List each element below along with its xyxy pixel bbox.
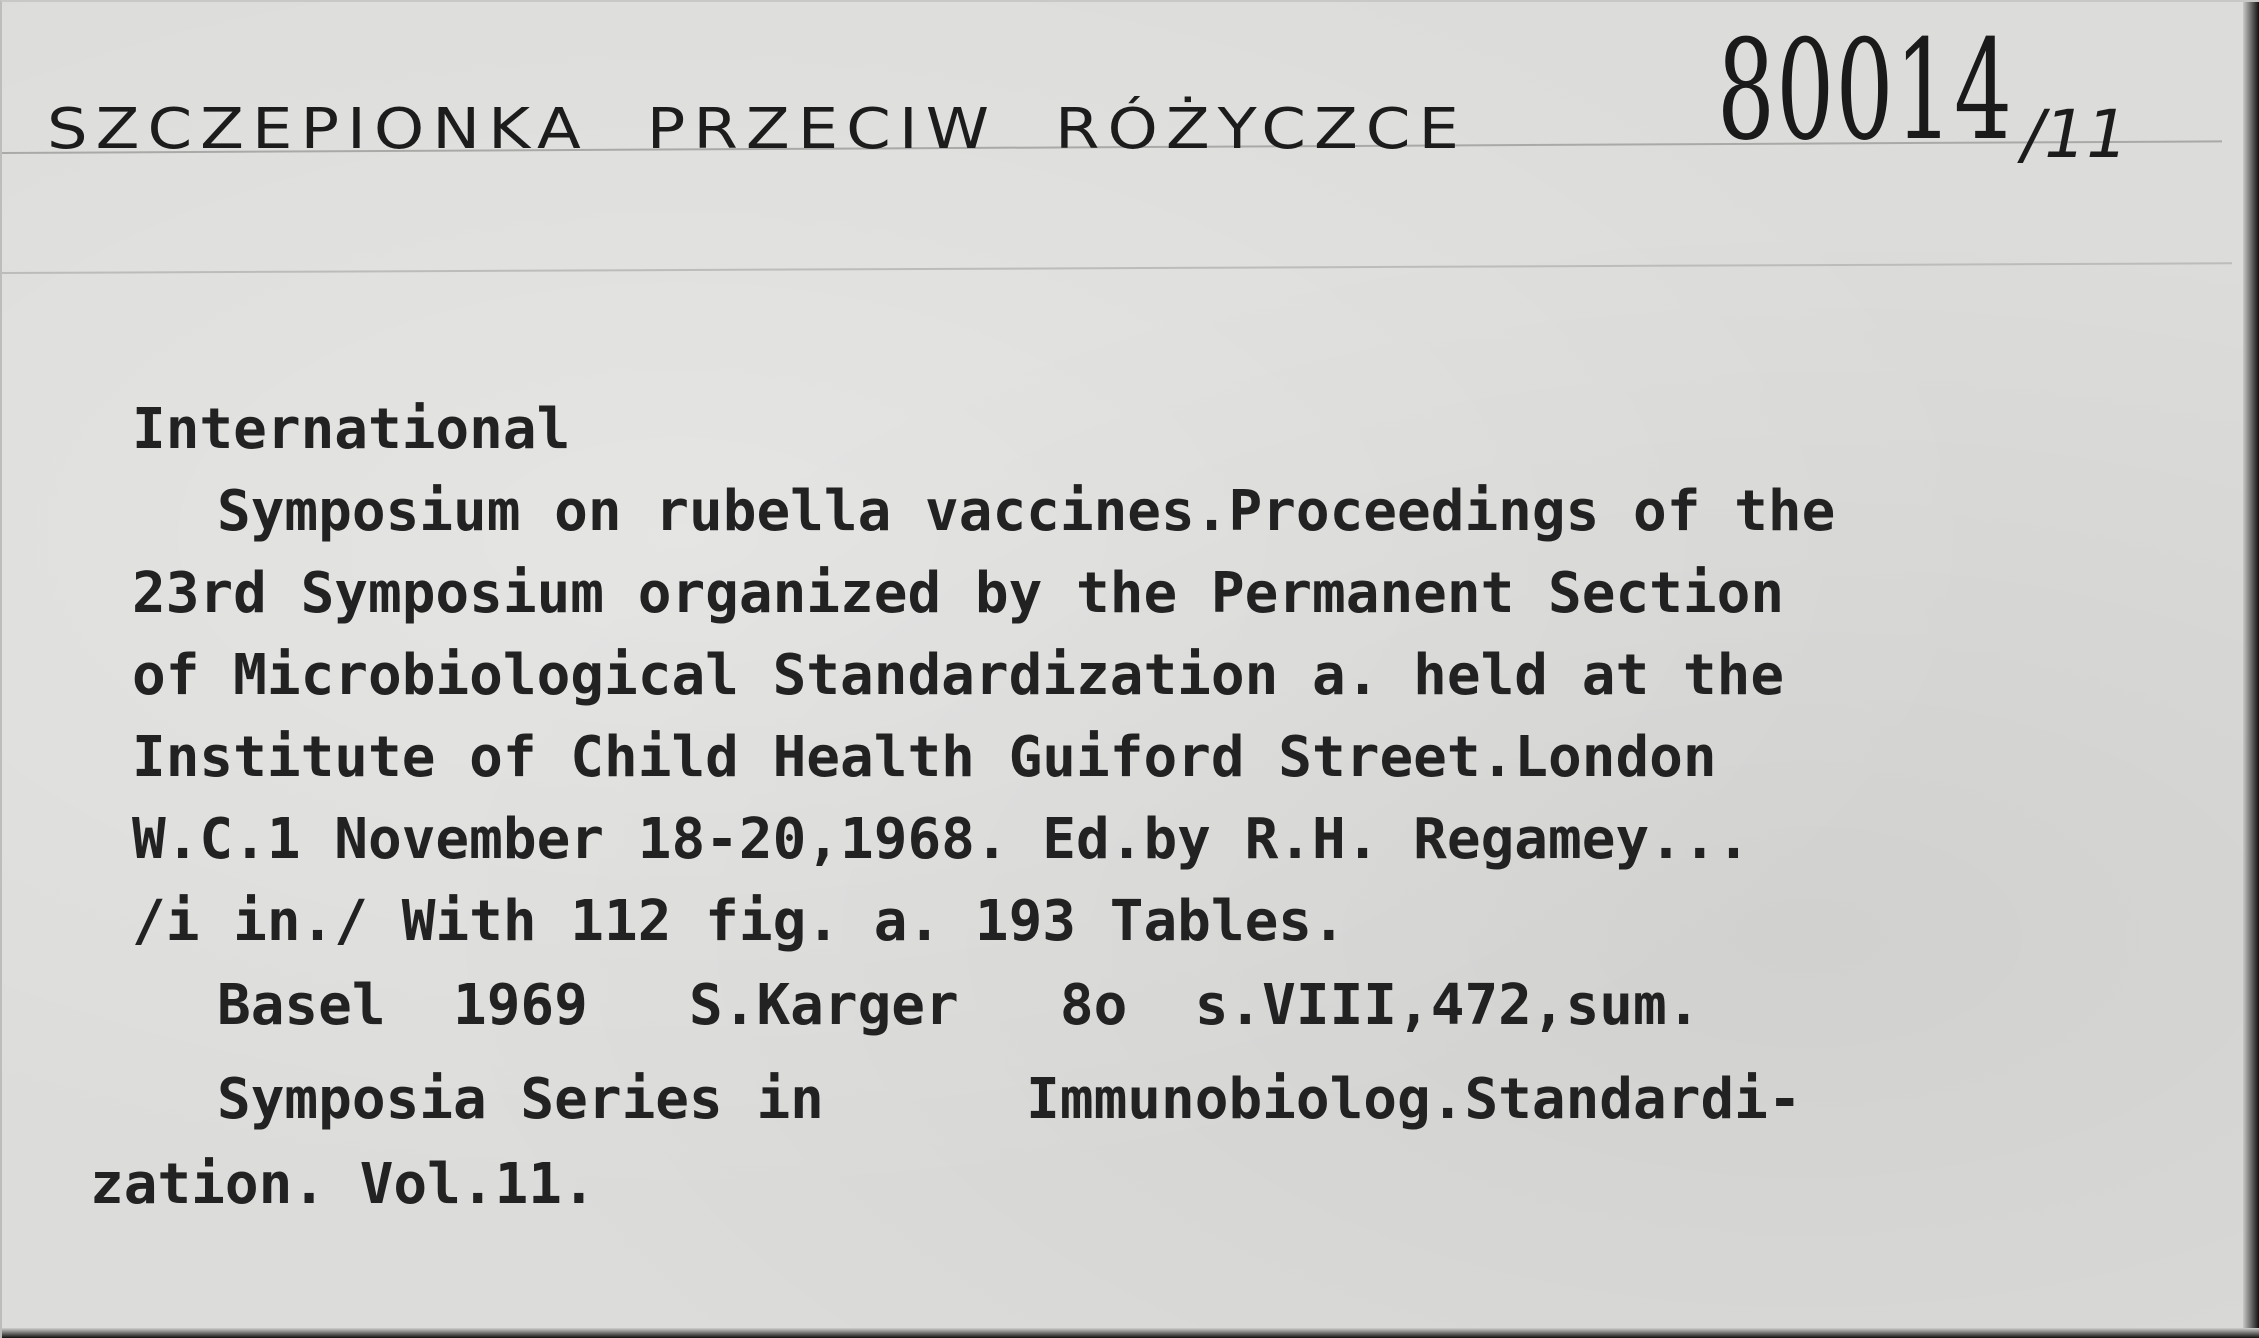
entry-line-4: of Microbiological Standardization a. held at the <box>132 643 1785 708</box>
subject-heading <box>47 97 1525 162</box>
volume-mark: /11 <box>2022 96 2129 173</box>
entry-line-9: Symposia Series in Immunobiolog.Standardi- <box>217 1067 1802 1132</box>
heading-word-1: SZCZEPIONKA <box>47 97 589 163</box>
entry-line-8: Basel 1969 S.Karger 8o s.VIII,472,sum. <box>217 973 1701 1038</box>
accession-number: 80014 <box>1717 10 2014 171</box>
entry-line-10: zation. Vol.11. <box>90 1152 596 1217</box>
heading-word-3: RÓŻYCZCE <box>1054 97 1467 163</box>
card-edge-shadow-bottom <box>2 1328 2259 1338</box>
entry-line-3: 23rd Symposium organized by the Permanent Section <box>132 561 1785 626</box>
entry-line-1: International <box>132 397 571 462</box>
entry-line-2: Symposium on rubella vaccines.Proceedings of the <box>217 479 1836 544</box>
entry-line-5: Institute of Child Health Guiford Street.London <box>132 725 1717 790</box>
card-edge-shadow-right <box>2243 2 2259 1338</box>
entry-line-6: W.C.1 November 18-20,1968. Ed.by R.H. Regamey... <box>132 807 1751 872</box>
heading-word-2: PRZECIW <box>646 97 997 163</box>
header-divider <box>2 262 2232 274</box>
entry-line-7: /i in./ With 112 fig. a. 193 Tables. <box>132 889 1346 954</box>
